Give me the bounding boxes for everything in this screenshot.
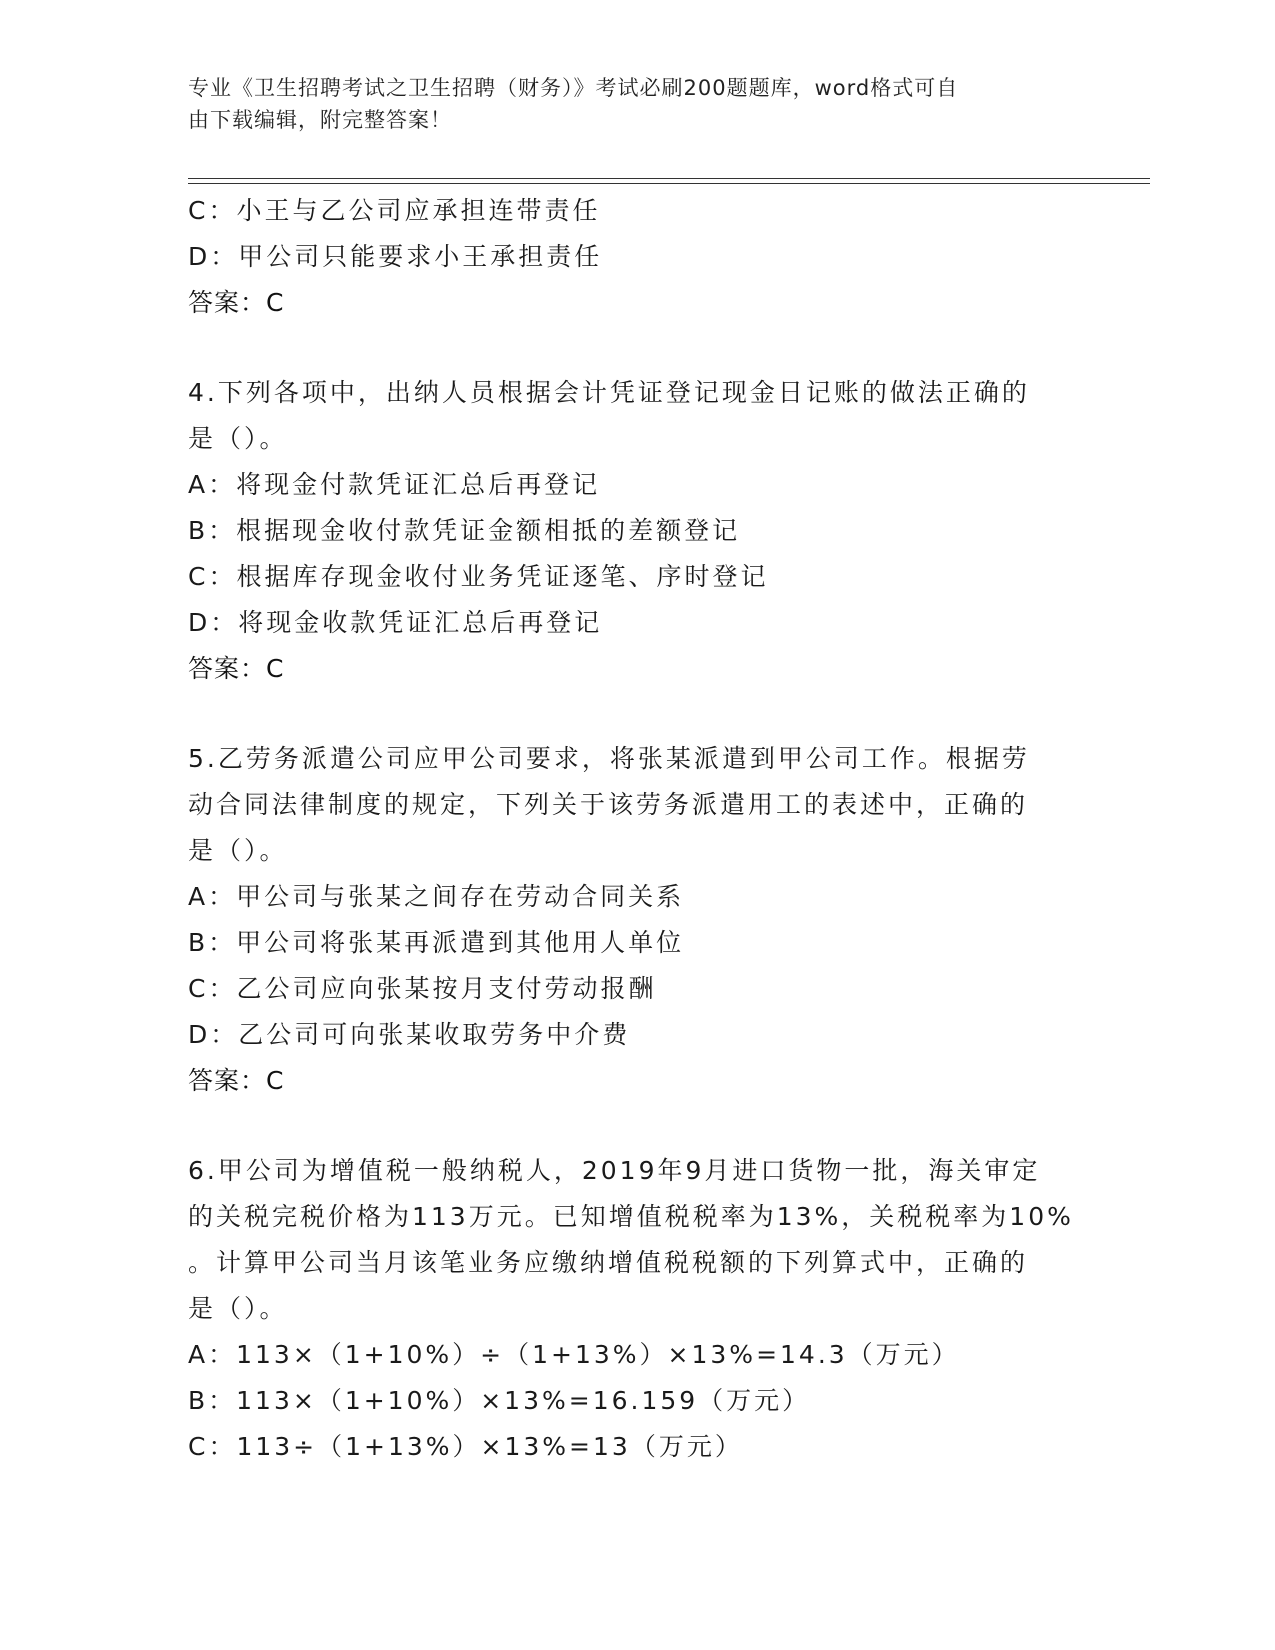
question-stem-line: 是（）。 <box>188 1294 288 1323</box>
question-6 <box>188 1148 1088 1470</box>
question-5 <box>188 736 1088 1104</box>
question-stem-line: 。计算甲公司当月该笔业务应缴纳增值税税额的下列算式中，正确的 <box>188 1248 1029 1277</box>
option-a: A：甲公司与张某之间存在劳动合同关系 <box>188 882 685 911</box>
option-c: C：113÷（1+13%）×13%=13（万元） <box>188 1432 743 1461</box>
answer: 答案：C <box>188 288 285 317</box>
question-stem-line: 6.甲公司为增值税一般纳税人，2019年9月进口货物一批，海关审定 <box>188 1156 1041 1185</box>
option-b: B：甲公司将张某再派遣到其他用人单位 <box>188 928 685 957</box>
answer: 答案：C <box>188 654 285 683</box>
question-stem-line: 动合同法律制度的规定，下列关于该劳务派遣用工的表述中，正确的 <box>188 790 1029 819</box>
option-d: D：将现金收款凭证汇总后再登记 <box>188 608 603 637</box>
question-stem-line: 5.乙劳务派遣公司应甲公司要求，将张某派遣到甲公司工作。根据劳 <box>188 744 1030 773</box>
question-4 <box>188 370 1088 692</box>
spacer <box>188 326 1088 370</box>
header-line-2: 由下载编辑，附完整答案！ <box>188 108 452 132</box>
option-a: A：113×（1+10%）÷（1+13%）×13%=14.3（万元） <box>188 1340 960 1369</box>
option-d: D：甲公司只能要求小王承担责任 <box>188 242 603 271</box>
question-list <box>188 188 1088 1470</box>
header-line-1: 专业《卫生招聘考试之卫生招聘（财务）》考试必刷200题题库，word格式可自 <box>188 76 959 100</box>
header-divider-top <box>188 178 1150 179</box>
question-stem-line: 的关税完税价格为113万元。已知增值税税率为13%，关税税率为10% <box>188 1202 1074 1231</box>
question-stem-line: 4.下列各项中，出纳人员根据会计凭证登记现金日记账的做法正确的 <box>188 378 1030 407</box>
document-header <box>188 72 1068 136</box>
option-c: C：小王与乙公司应承担连带责任 <box>188 196 601 225</box>
question-3 <box>188 188 1088 326</box>
option-b: B：根据现金收付款凭证金额相抵的差额登记 <box>188 516 741 545</box>
option-a: A：将现金付款凭证汇总后再登记 <box>188 470 601 499</box>
spacer <box>188 692 1088 736</box>
spacer <box>188 1104 1088 1148</box>
question-stem-line: 是（）。 <box>188 836 288 865</box>
question-stem-line: 是（）。 <box>188 424 288 453</box>
option-b: B：113×（1+10%）×13%=16.159（万元） <box>188 1386 811 1415</box>
option-d: D：乙公司可向张某收取劳务中介费 <box>188 1020 631 1049</box>
header-divider-bottom <box>188 183 1150 184</box>
option-c: C：乙公司应向张某按月支付劳动报酬 <box>188 974 657 1003</box>
answer: 答案：C <box>188 1066 285 1095</box>
option-c: C：根据库存现金收付业务凭证逐笔、序时登记 <box>188 562 769 591</box>
